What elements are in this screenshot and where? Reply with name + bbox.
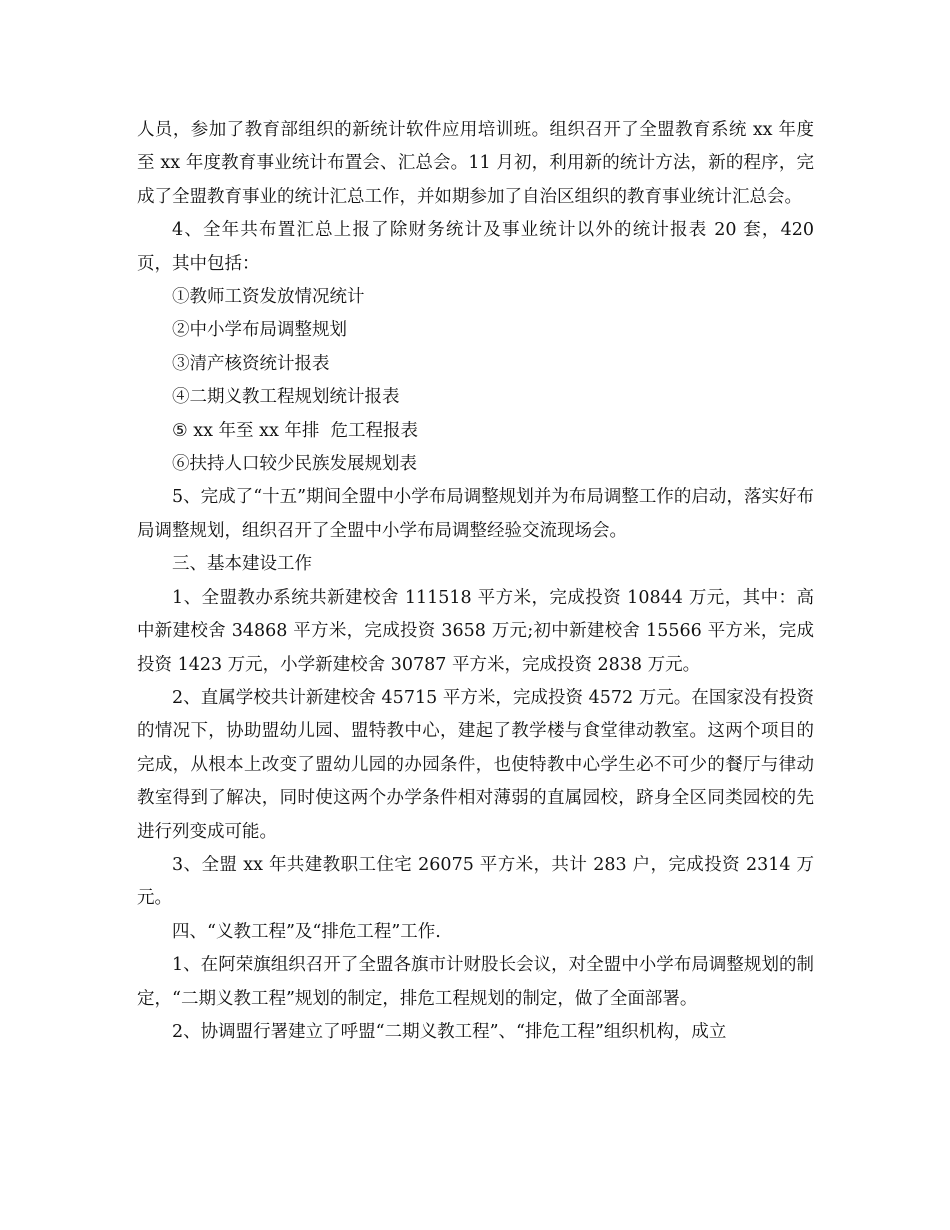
- section-heading: 三、基本建设工作: [172, 554, 312, 575]
- section-heading: 四、“义教工程”及“排危工程”工作.: [172, 921, 441, 942]
- paragraph-item-5: 5、完成了“十五”期间全盟中小学布局调整规划并为布局调整工作的启动，落实好布局调整规划，组织召开了全盟中小学布局调整经验交流现场会。: [137, 487, 814, 541]
- list-item: ④二期义教工程规划统计报表: [172, 387, 400, 408]
- list-item: ②中小学布局调整规划: [172, 320, 347, 341]
- list-item: ①教师工资发放情况统计: [172, 287, 365, 308]
- list-item: ③清产核资统计报表: [172, 353, 330, 374]
- list-item: ⑥扶持人口较少民族发展规划表: [172, 454, 417, 475]
- paragraph: 1、全盟教办系统共新建校舍 111518 平方米，完成投资 10844 万元，其中：高中新建校舍 34868 平方米，完成投资 3658 万元;初中新建校舍 15566 平方米，完成投资 1423 万元，小学新建校舍 30787 平方米，完成投资 2838 万元。: [137, 587, 814, 675]
- paragraph: 3、全盟 xx 年共建教职工住宅 26075 平方米，共计 283 户，完成投资 2314 万元。: [137, 854, 814, 909]
- paragraph-item-4: 4、全年共布置汇总上报了除财务统计及事业统计以外的统计报表 20 套，420 页，其中包括：: [137, 220, 814, 274]
- paragraph: 2、协调盟行署建立了呼盟“二期义教工程”、“排危工程”组织机构，成立: [172, 1021, 727, 1042]
- list-item: ⑤ xx 年至 xx 年排 危工程报表: [172, 420, 419, 441]
- paragraph: 2、直属学校共计新建校舍 45715 平方米，完成投资 4572 万元。在国家没有投资的情况下，协助盟幼儿园、盟特教中心，建起了教学楼与食堂律动教室。这两个项目的完成，从根本上改变了盟幼儿园的办园条件，也使特教中心学生必不可少的餐厅与律动教室得到了解决，同时使这两个办学条件相对薄弱的直属园校，跻身全区同类园校的先进行列变成可能。: [137, 687, 814, 842]
- paragraph: 1、在阿荣旗组织召开了全盟各旗市计财股长会议，对全盟中小学布局调整规划的制定，“二期义教工程”规划的制定，排危工程规划的制定，做了全面部署。: [137, 955, 814, 1009]
- document-body: [137, 114, 814, 1049]
- paragraph-continuation: 人员，参加了教育部组织的新统计软件应用培训班。组织召开了全盟教育系统 xx 年度至 xx 年度教育事业统计布置会、汇总会。11 月初，利用新的统计方法，新的程序，完成了全盟教育事业的统计汇总工作，并如期参加了自治区组织的教育事业统计汇总会。: [137, 120, 814, 207]
